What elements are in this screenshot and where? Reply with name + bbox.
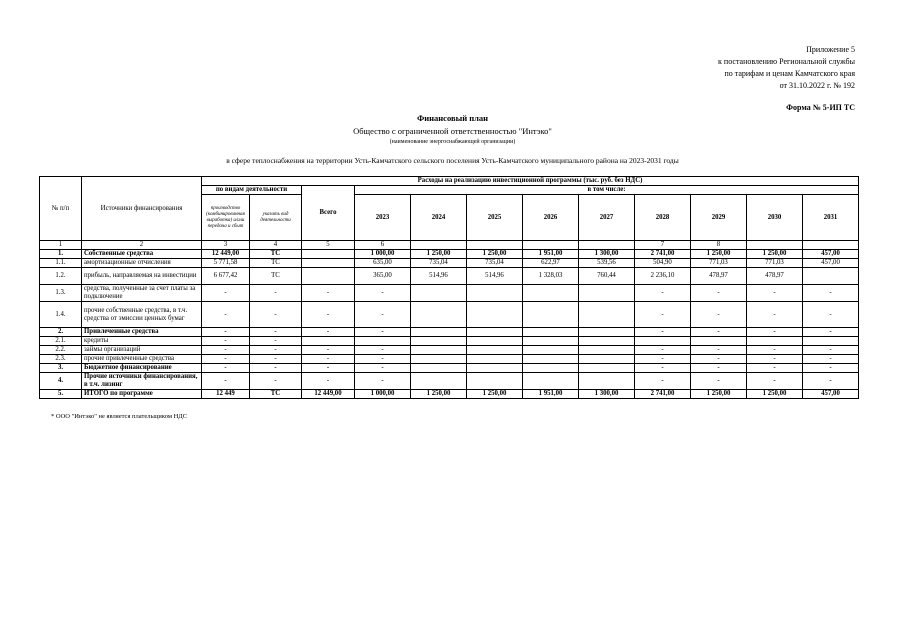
row-year-value: 457,00 [803,259,859,268]
row-year-value: - [355,328,411,337]
row-number: 1.1. [40,259,82,268]
row-activity-amount: - [202,328,250,337]
row-year-value: 1 000,00 [355,250,411,259]
row-year-value [579,285,635,302]
row-year-value: - [691,328,747,337]
row-total [302,268,355,285]
row-year-value: - [803,285,859,302]
row-year-value: - [691,285,747,302]
appendix-line-3: по тарифам и ценам Камчатского края [724,69,855,78]
header-year: 2028 [635,195,691,241]
row-year-value: 760,44 [579,268,635,285]
plan-scope: в сфере теплоснабжения на территории Усть-Камчатского сельского поселения Усть-Камчатского муниципального района на 2023-2031 годы [226,156,679,165]
row-year-value [747,337,803,346]
column-number: 5 [302,241,355,250]
column-number: 2 [82,241,202,250]
row-activity-type: - [250,373,302,390]
table-row [40,328,859,337]
row-year-value [579,337,635,346]
row-year-value [411,285,467,302]
row-year-value [803,337,859,346]
column-number: 8 [691,241,747,250]
footnote: * ООО "Интэко" не является плательщиком НДС [51,413,188,420]
table-row [40,364,859,373]
row-activity-amount: - [202,355,250,364]
row-activity-type: - [250,302,302,328]
row-total: - [302,328,355,337]
row-source-name: Бюджетное финансирование [82,364,202,373]
row-year-value [523,337,579,346]
row-activity-amount: 12 449,00 [202,250,250,259]
row-year-value [523,364,579,373]
row-year-value [579,302,635,328]
table-row [40,302,859,328]
row-source-name: Прочие источники финансирования, в т.ч. лизинг [82,373,202,390]
row-year-value: 1 951,00 [523,250,579,259]
row-number: 2.1. [40,337,82,346]
header-row-1 [40,177,859,186]
row-total: - [302,285,355,302]
header-year: 2030 [747,195,803,241]
row-year-value: - [691,346,747,355]
header-year: 2029 [691,195,747,241]
table-row [40,337,859,346]
form-number: Форма № 5-ИП ТС [786,103,855,112]
row-year-value: - [803,346,859,355]
row-year-value: 1 250,00 [691,390,747,399]
row-year-value [411,302,467,328]
row-year-value: - [747,328,803,337]
organization-note: (наименование энергоснабжающей организации) [389,139,516,145]
row-year-value [411,337,467,346]
row-year-value: - [635,302,691,328]
row-year-value: - [747,373,803,390]
table-row [40,355,859,364]
header-total: Всего [302,186,355,241]
row-year-value: - [747,364,803,373]
row-total: - [302,302,355,328]
row-year-value: - [635,346,691,355]
row-year-value [411,328,467,337]
row-year-value [467,285,523,302]
row-activity-type: - [250,355,302,364]
row-year-value [523,346,579,355]
row-activity-amount: - [202,346,250,355]
row-year-value: - [803,373,859,390]
row-year-value [579,373,635,390]
row-activity-type: - [250,337,302,346]
row-total: - [302,373,355,390]
header-activity-a: производство (комбинированная выработка) и/или передача и сбыт [202,195,250,241]
financial-plan-table [39,176,859,399]
header-activity-b: указать вид деятельности [250,195,302,241]
row-year-value: 1 951,00 [523,390,579,399]
row-activity-type: - [250,328,302,337]
row-year-value: - [691,355,747,364]
row-year-value: 2 741,00 [635,390,691,399]
row-activity-type: - [250,364,302,373]
document-title: Финансовый план [416,113,489,123]
row-year-value [467,364,523,373]
column-number: 1 [40,241,82,250]
column-number: 4 [250,241,302,250]
row-year-value: 504,90 [635,259,691,268]
header-year: 2031 [803,195,859,241]
row-year-value: 365,00 [355,268,411,285]
header-source: Источники финансирования [82,177,202,241]
row-year-value: 1 250,00 [411,250,467,259]
row-total [302,259,355,268]
row-source-name: Привлеченные средства [82,328,202,337]
row-year-value: 1 250,00 [411,390,467,399]
row-year-value: 478,97 [691,268,747,285]
row-number: 1. [40,250,82,259]
row-year-value: 635,00 [355,259,411,268]
row-number: 1.3. [40,285,82,302]
row-year-value: 514,96 [411,268,467,285]
header-expenses: Расходы на реализацию инвестиционной программы (тыс. руб. без НДС) [202,177,859,186]
row-year-value: 735,04 [467,259,523,268]
row-total: 12 449,00 [302,390,355,399]
row-year-value: 457,00 [803,250,859,259]
appendix-line-4: от 31.10.2022 г. № 192 [779,81,855,90]
row-activity-type: ТС [250,259,302,268]
row-year-value: 1 250,00 [467,250,523,259]
row-activity-type: ТС [250,250,302,259]
row-source-name: средства, полученные за счет платы за подключение [82,285,202,302]
header-num: № п/п [40,177,82,241]
row-year-value: 1 250,00 [467,390,523,399]
row-year-value: 1 250,00 [691,250,747,259]
row-year-value [523,328,579,337]
row-year-value: 771,03 [691,259,747,268]
header-year: 2026 [523,195,579,241]
column-number-row [40,241,859,250]
row-year-value: - [747,346,803,355]
row-year-value [467,355,523,364]
row-year-value: - [635,373,691,390]
row-number: 3. [40,364,82,373]
row-year-value [411,346,467,355]
row-number: 4. [40,373,82,390]
row-year-value: - [355,302,411,328]
table-row [40,285,859,302]
row-year-value [355,337,411,346]
row-number: 2.2. [40,346,82,355]
row-year-value [411,364,467,373]
row-year-value: 478,97 [747,268,803,285]
row-year-value: 771,03 [747,259,803,268]
table-row [40,259,859,268]
column-number: 7 [635,241,691,250]
row-year-value: 735,04 [411,259,467,268]
row-year-value: - [691,364,747,373]
row-year-value: 2 741,00 [635,250,691,259]
row-year-value [467,302,523,328]
row-total: - [302,355,355,364]
row-year-value: 1 328,03 [523,268,579,285]
row-year-value: 622,97 [523,259,579,268]
row-number: 2. [40,328,82,337]
row-activity-type: ТС [250,268,302,285]
row-source-name: прочие привлеченные средства [82,355,202,364]
row-activity-type: ТС [250,390,302,399]
row-year-value: - [635,364,691,373]
row-year-value: - [355,346,411,355]
row-total: - [302,364,355,373]
row-year-value: - [803,364,859,373]
column-number: 3 [202,241,250,250]
row-year-value: 1 000,00 [355,390,411,399]
row-number: 2.3. [40,355,82,364]
row-number: 1.4. [40,302,82,328]
appendix-line-1: Приложение 5 [806,45,855,54]
row-year-value: 1 300,00 [579,250,635,259]
table-row [40,373,859,390]
row-year-value [523,373,579,390]
row-year-value: - [635,328,691,337]
header-year: 2025 [467,195,523,241]
row-year-value [523,355,579,364]
row-activity-amount: 12 449 [202,390,250,399]
appendix-line-2: к постановлению Региональной службы [718,57,855,66]
row-activity-amount: - [202,302,250,328]
row-year-value: - [747,285,803,302]
table-row [40,268,859,285]
row-year-value: - [355,285,411,302]
table-row [40,250,859,259]
row-year-value: 2 236,10 [635,268,691,285]
row-activity-type: - [250,346,302,355]
row-year-value [411,373,467,390]
row-year-value: 1 300,00 [579,390,635,399]
row-year-value: 457,00 [803,390,859,399]
row-year-value [467,346,523,355]
row-year-value [579,328,635,337]
row-source-name: прочие собственные средства, в т.ч. средства от эмиссии ценных бумаг [82,302,202,328]
row-year-value: 1 250,00 [747,250,803,259]
row-activity-amount: - [202,285,250,302]
row-year-value [467,373,523,390]
row-year-value: - [691,373,747,390]
row-year-value: - [747,355,803,364]
row-total [302,250,355,259]
row-number: 1.2. [40,268,82,285]
header-year: 2027 [579,195,635,241]
row-year-value: 539,56 [579,259,635,268]
table-row [40,346,859,355]
row-year-value: - [355,373,411,390]
header-year: 2023 [355,195,411,241]
row-year-value [523,302,579,328]
organization-name: Общество с ограниченной ответственностью "Интэко" [353,126,552,136]
row-year-value: 1 250,00 [747,390,803,399]
row-year-value [467,337,523,346]
row-year-value [691,337,747,346]
row-year-value [803,268,859,285]
row-source-name: займы организаций [82,346,202,355]
row-year-value [579,364,635,373]
row-year-value: - [635,355,691,364]
row-year-value: - [747,302,803,328]
row-source-name: прибыль, направляемая на инвестиции [82,268,202,285]
row-total [302,337,355,346]
row-year-value: - [355,355,411,364]
row-year-value [579,355,635,364]
header-including: в том числе: [355,186,859,195]
row-source-name: Собственные средства [82,250,202,259]
row-year-value [411,355,467,364]
column-number: 6 [355,241,411,250]
row-activity-amount: - [202,364,250,373]
table-row [40,390,859,399]
row-activity-amount: - [202,337,250,346]
header-by-activity: по видам деятельности [202,186,302,195]
row-activity-amount: 6 677,42 [202,268,250,285]
row-year-value [467,328,523,337]
row-source-name: амортизационные отчисления [82,259,202,268]
row-source-name: ИТОГО по программе [82,390,202,399]
appendix-note [718,44,855,92]
row-year-value [579,346,635,355]
row-year-value: - [355,364,411,373]
row-year-value [635,337,691,346]
row-activity-amount: 5 771,58 [202,259,250,268]
row-year-value [523,285,579,302]
row-year-value: 514,96 [467,268,523,285]
row-number: 5. [40,390,82,399]
row-activity-type: - [250,285,302,302]
row-year-value: - [803,328,859,337]
row-year-value: - [635,285,691,302]
row-year-value: - [803,302,859,328]
row-source-name: кредиты [82,337,202,346]
row-year-value: - [803,355,859,364]
row-total: - [302,346,355,355]
row-year-value: - [691,302,747,328]
header-year: 2024 [411,195,467,241]
row-activity-amount: - [202,373,250,390]
